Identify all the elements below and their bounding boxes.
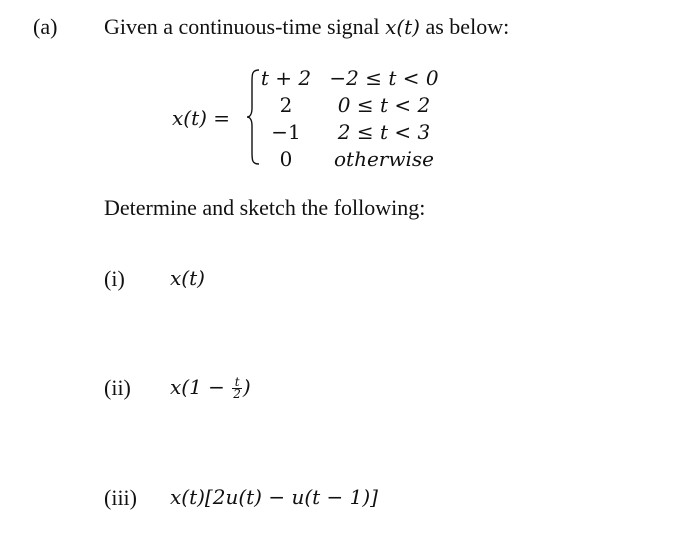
- case-condition-2: 0 ≤ t < 2: [337, 93, 431, 117]
- case-value-1: t + 2: [260, 66, 312, 90]
- case-condition-3: 2 ≤ t < 3: [337, 120, 431, 144]
- question-intro: [104, 14, 509, 40]
- case-condition-4: otherwise: [334, 147, 434, 171]
- intro-suffix: as below:: [419, 14, 510, 39]
- case-value-3: −1: [271, 120, 301, 144]
- part-label: (a): [33, 14, 58, 39]
- expr-ii-prefix: x(1 −: [170, 375, 232, 399]
- item-expression-iii: x(t)[2u(t) − u(t − 1)]: [170, 485, 378, 509]
- fraction-numerator: t: [232, 377, 242, 389]
- case-condition-1: −2 ≤ t < 0: [329, 66, 439, 90]
- item-expression-i: x(t): [170, 266, 205, 290]
- item-label-i: (i): [104, 266, 125, 291]
- definition-lhs: x(t) =: [172, 106, 231, 130]
- fraction-denominator: 2: [233, 387, 241, 401]
- intro-signal: x(t): [385, 15, 420, 39]
- case-value-2: 2: [279, 93, 293, 117]
- expr-ii-suffix: ): [242, 375, 251, 399]
- case-value-4: 0: [279, 147, 293, 171]
- instruction-text: Determine and sketch the following:: [104, 195, 426, 220]
- intro-prefix: Given a continuous-time signal: [104, 14, 386, 39]
- item-label-iii: (iii): [104, 485, 137, 510]
- item-label-ii: (ii): [104, 375, 131, 400]
- fraction: [232, 377, 242, 400]
- item-expression-ii: [170, 375, 251, 400]
